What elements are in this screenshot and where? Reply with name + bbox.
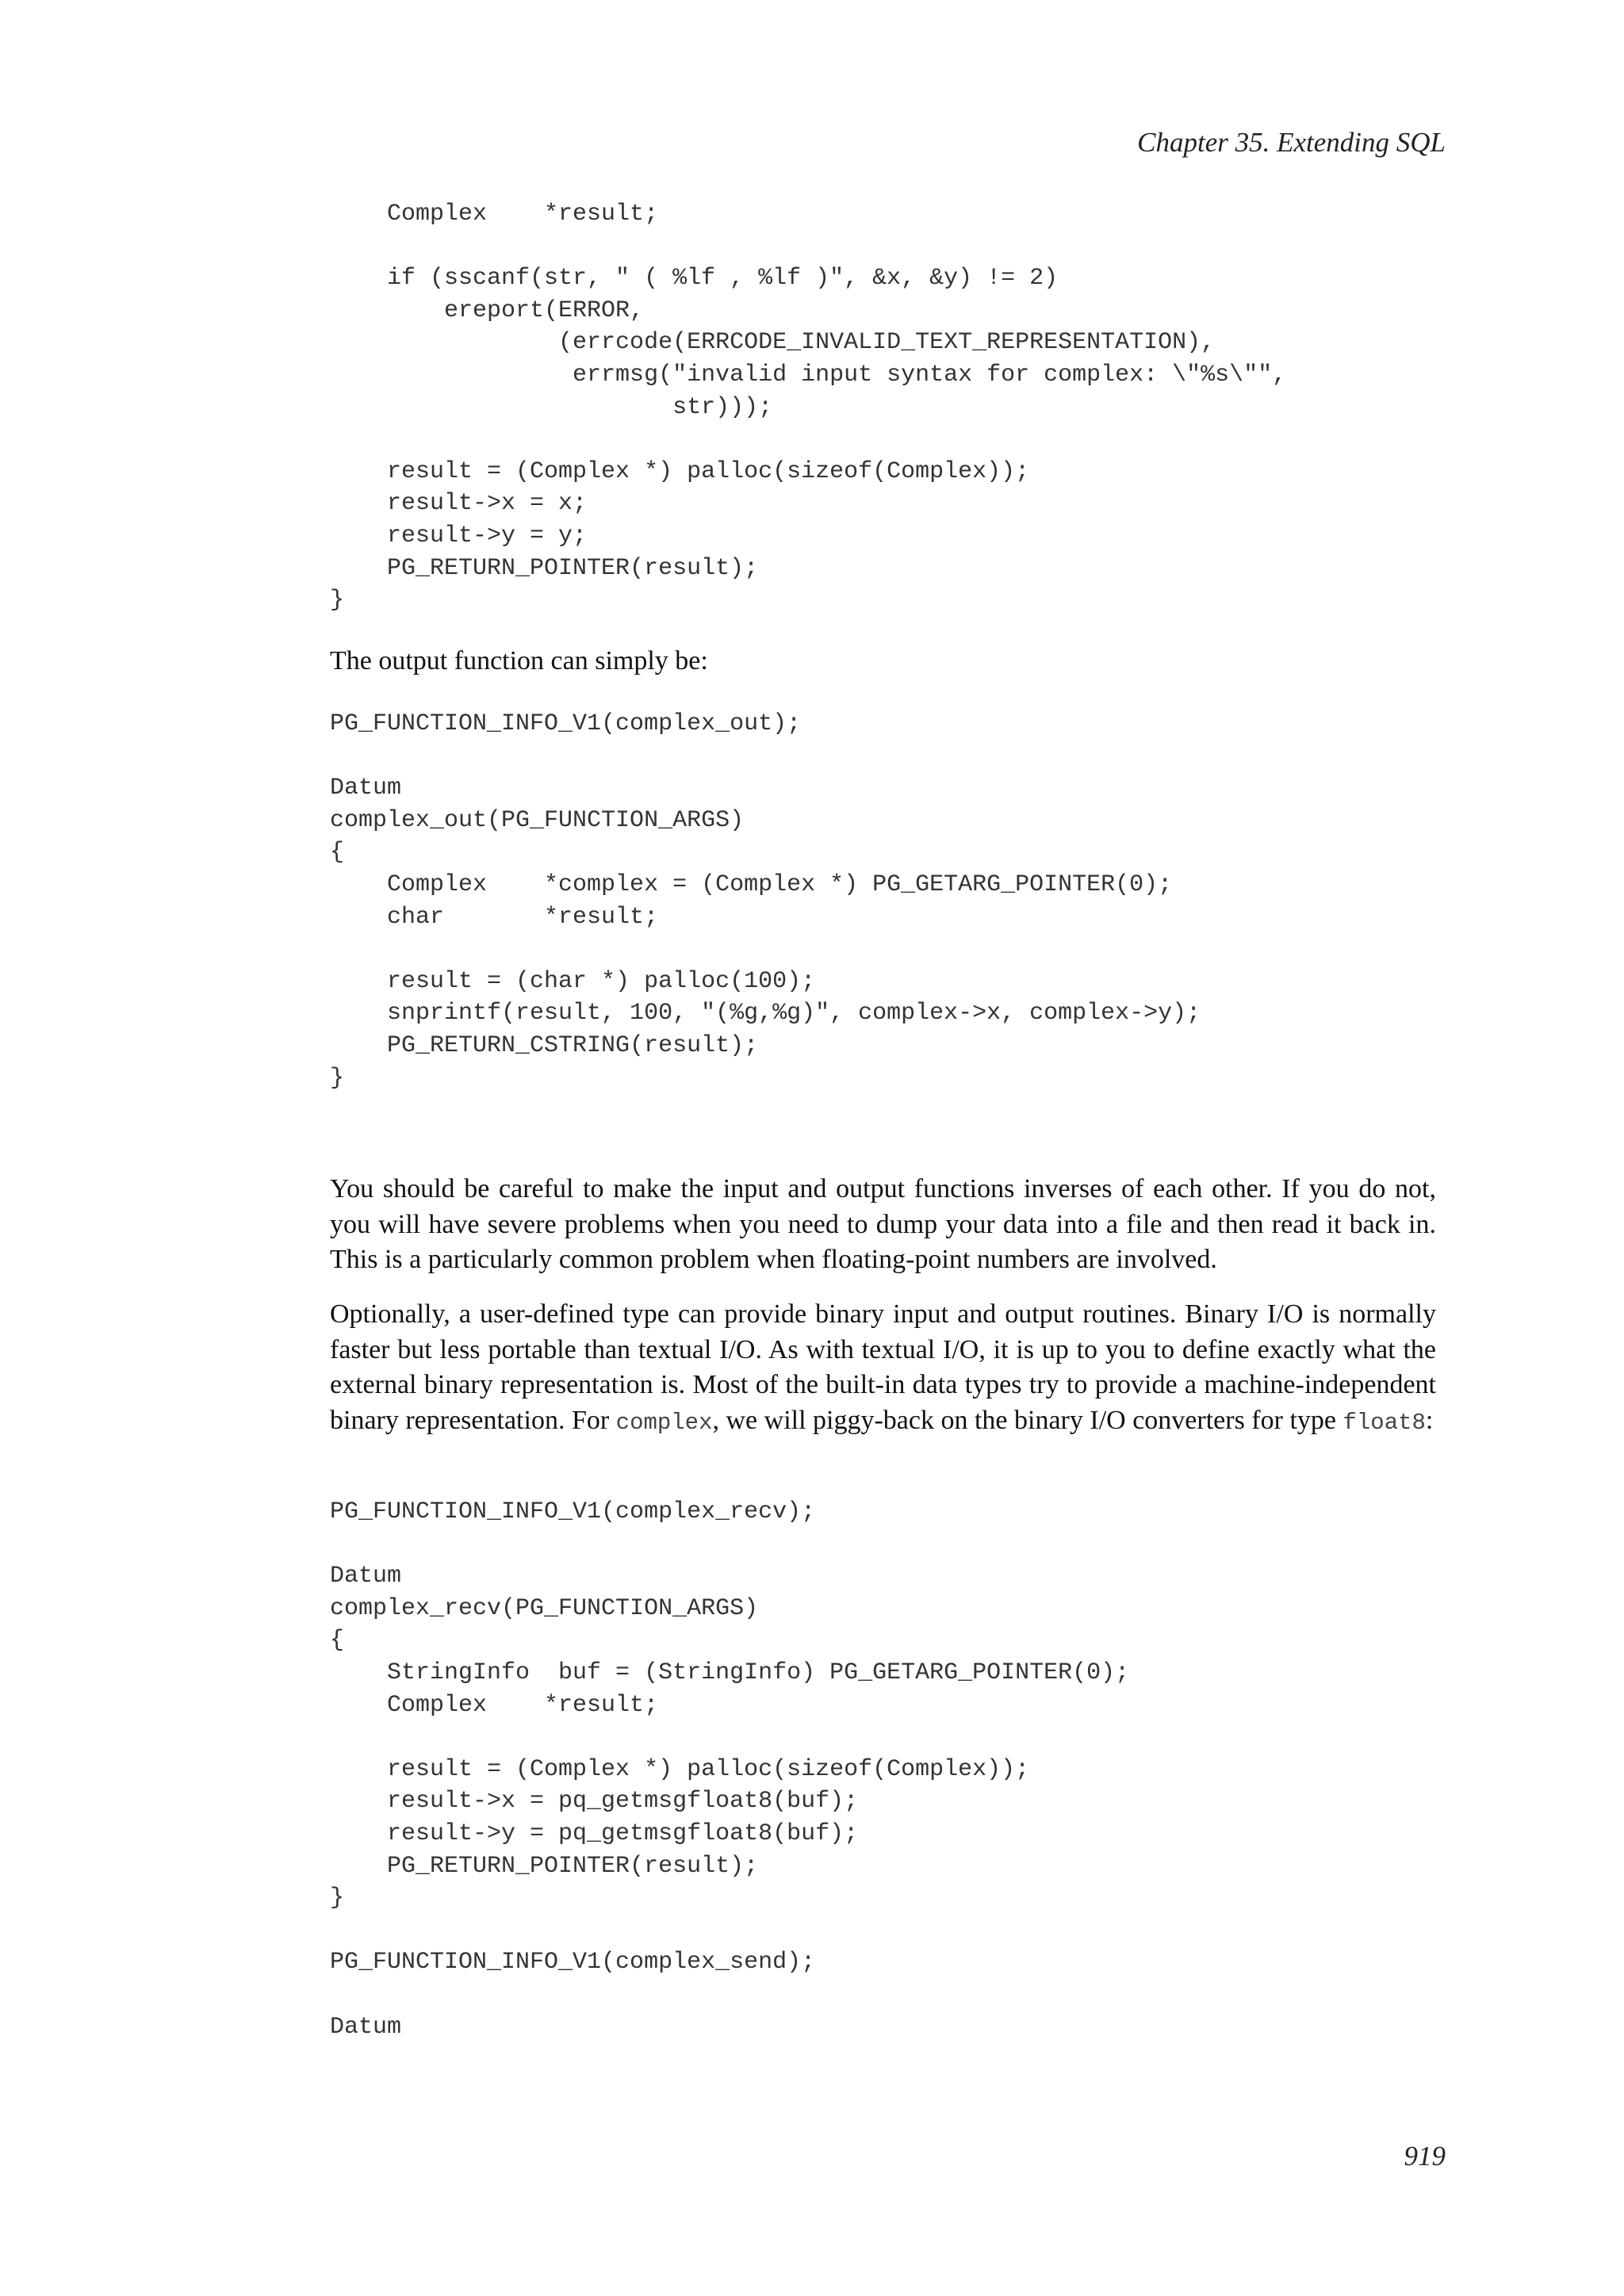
code-block-complex-recv-send: PG_FUNCTION_INFO_V1(complex_recv); Datum complex_recv(PG_FUNCTION_ARGS) { StringInfo buf = (StringInfo) PG_GETARG_POINTER(0); Complex *result; result = (Complex *) palloc(sizeof(Complex)); result->x = pq_getmsgfloat8(buf); result->y = pq_getmsgfloat8(buf); PG_RETURN_POINTER(result); } PG_FUNCTION_INFO_V1(complex_send); Datum bbox=[330, 1498, 1130, 2041]
code-block-complex-out: PG_FUNCTION_INFO_V1(complex_out); Datum complex_out(PG_FUNCTION_ARGS) { Complex *complex = (Complex *) PG_GETARG_POINTER(0); char *result; result = (char *) palloc(100); snprintf(result, 100, "(%g,%g)", complex->x, complex->y); PG_RETURN_CSTRING(result); } bbox=[330, 710, 1201, 1092]
code-block-complex-in-tail: Complex *result; if (sscanf(str, " ( %lf , %lf )", &x, &y) != 2) ereport(ERROR, (errcode(ERRCODE_INVALID_TEXT_REPRESENTATION), errmsg("invalid input syntax for complex: \"%s\"", str))); result = (Complex *) palloc(sizeof(Complex)); result->x = x; result->y = y; PG_RETURN_POINTER(result); } bbox=[330, 201, 1287, 614]
paragraph-binary-io-text-3: : bbox=[1425, 1405, 1434, 1435]
inline-code-complex: complex bbox=[615, 1409, 713, 1436]
page-number: 919 bbox=[1404, 2141, 1446, 2172]
paragraph-binary-io bbox=[330, 1297, 1436, 1441]
inline-code-float8: float8 bbox=[1342, 1409, 1426, 1436]
paragraph-inverse-functions-warning: You should be careful to make the input and output functions inverses of each other. If you do not, you will have severe problems when you need to dump your data into a file and then read it back in. This is a particularly common problem when floating-point numbers are involved. bbox=[330, 1174, 1436, 1274]
paragraph-binary-io-text-1: Optionally, a user-defined type can provide binary input and output routines. Binary I/O is normally faster but less portable than textual I/O. As with textual I/O, it is up to you to define exactly what the external binary representation is. Most of the built-in data types try to provide a machine-independent binary representation. For bbox=[330, 1299, 1436, 1435]
paragraph-output-function-intro: The output function can simply be: bbox=[330, 646, 708, 675]
chapter-header: Chapter 35. Extending SQL bbox=[1137, 127, 1446, 158]
paragraph-binary-io-text-2: , we will piggy-back on the binary I/O converters for type bbox=[712, 1405, 1343, 1435]
